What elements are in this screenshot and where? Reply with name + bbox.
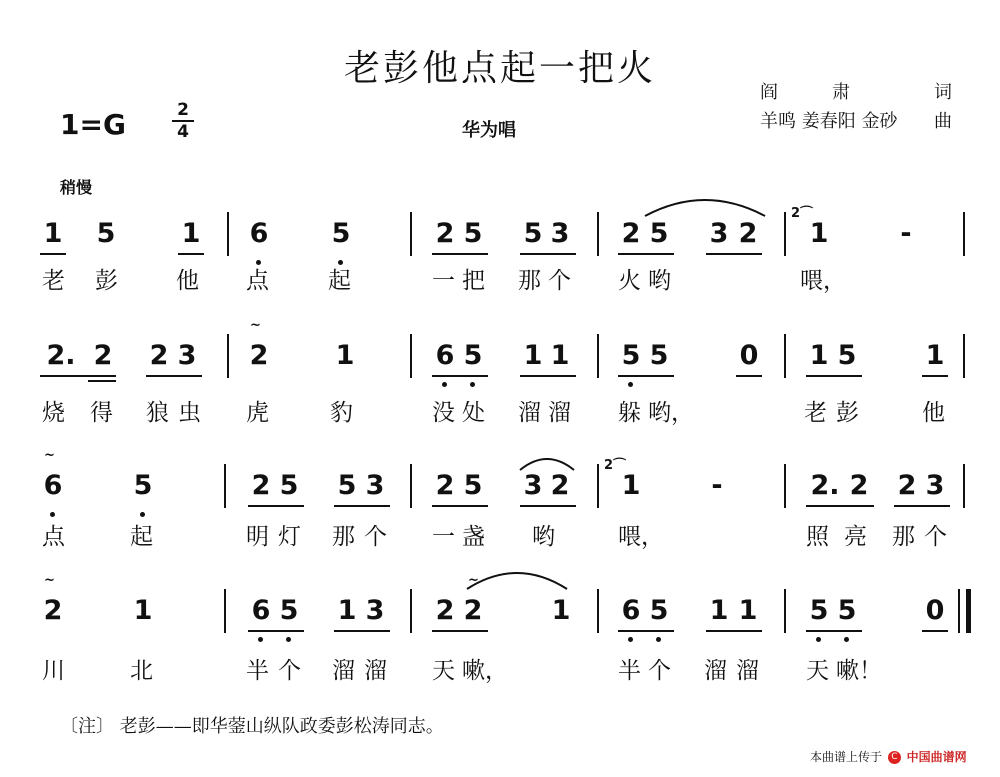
lyric: 得	[90, 400, 113, 426]
note: 2	[550, 470, 570, 501]
note: 6	[621, 595, 641, 626]
low-octave-dot	[258, 637, 263, 642]
singer-credit: 华为唱	[462, 120, 516, 141]
lyric: 一	[432, 268, 455, 294]
ornament-mark: ~	[468, 573, 479, 588]
grace-note-mark: 2⌒	[791, 206, 814, 221]
lyric: 起	[328, 268, 351, 294]
note: 3	[365, 595, 385, 626]
low-octave-dot	[470, 382, 475, 387]
barline	[597, 212, 599, 256]
note: 6	[435, 340, 455, 371]
underline	[520, 505, 576, 507]
time-signature	[172, 101, 194, 141]
underline	[146, 375, 202, 377]
note: 2	[249, 340, 269, 371]
note: 0	[739, 340, 759, 371]
low-octave-dot	[442, 382, 447, 387]
note: 3	[523, 470, 543, 501]
underline	[248, 505, 304, 507]
note: 6	[43, 470, 63, 501]
note: 2.	[46, 340, 76, 371]
time-sig-top: 2	[177, 100, 189, 120]
underline	[520, 253, 576, 255]
slur	[462, 563, 572, 593]
underline	[618, 630, 674, 632]
lyric: 北	[130, 658, 153, 684]
lyric: 彭	[95, 268, 118, 294]
lyric: 处	[462, 400, 485, 426]
lyric: 点	[246, 268, 269, 294]
underline	[922, 630, 948, 632]
note: 0	[925, 595, 945, 626]
lyric: 照	[806, 524, 829, 550]
lyric: 没	[432, 400, 455, 426]
lyric: 那	[518, 268, 541, 294]
lyric: 溜	[704, 658, 727, 684]
barline	[597, 334, 599, 378]
note: 3	[925, 470, 945, 501]
lyric: 那	[892, 524, 915, 550]
lyricist-name: 阎 肃	[760, 82, 850, 103]
score-line-1	[0, 206, 1000, 288]
lyric: 一	[432, 524, 455, 550]
underline	[334, 505, 390, 507]
underline	[706, 253, 762, 255]
composer-names: 羊鸣 姜春阳 金砂	[760, 111, 898, 132]
underline	[40, 253, 66, 255]
note: 1	[809, 340, 829, 371]
low-octave-dot	[656, 637, 661, 642]
barline	[784, 212, 786, 256]
low-octave-dot	[816, 637, 821, 642]
note: 1	[550, 340, 570, 371]
lyric: 亮	[844, 524, 867, 550]
lyric: 半	[618, 658, 641, 684]
note: 2	[463, 595, 483, 626]
underline	[40, 375, 116, 377]
time-sig-bottom: 4	[177, 122, 189, 142]
underline	[248, 630, 304, 632]
note: 1	[43, 218, 63, 249]
upload-note: 本曲谱上传于	[810, 750, 883, 764]
barline	[224, 464, 226, 508]
note: 5	[837, 340, 857, 371]
song-title: 老彭他点起一把火	[343, 48, 656, 89]
barline	[410, 212, 412, 256]
final-barline-thick	[966, 589, 971, 633]
lyric: 哟	[648, 268, 671, 294]
site-logo-icon: C	[888, 751, 901, 764]
site-name[interactable]: 中国曲谱网	[906, 750, 967, 764]
slur	[516, 452, 578, 474]
note: 3	[550, 218, 570, 249]
note: 1	[337, 595, 357, 626]
lyric: 狼	[146, 400, 169, 426]
lyric: 虫	[178, 400, 201, 426]
note: 3	[365, 470, 385, 501]
note: 5	[649, 340, 669, 371]
lyric: 天	[806, 658, 829, 684]
lyric: 溜	[332, 658, 355, 684]
low-octave-dot	[286, 637, 291, 642]
note: 2	[435, 595, 455, 626]
lyric: 个	[648, 658, 671, 684]
lyric: 那	[332, 524, 355, 550]
lyric: 躲	[618, 400, 641, 426]
key-signature: 1=G	[60, 108, 126, 141]
note: 5	[279, 595, 299, 626]
note: -	[900, 218, 912, 249]
lyric: 溜	[736, 658, 759, 684]
lyric: 嗽！	[836, 658, 882, 684]
note: 2	[897, 470, 917, 501]
note: 3	[177, 340, 197, 371]
lyric: 火	[618, 268, 641, 294]
lyric: 嗽，	[462, 658, 508, 684]
note: 2	[621, 218, 641, 249]
underline	[88, 380, 116, 382]
underline	[736, 375, 762, 377]
note: 5	[463, 340, 483, 371]
note: 1	[181, 218, 201, 249]
slur	[640, 190, 770, 220]
lyric: 溜	[364, 658, 387, 684]
lyric: 老	[42, 268, 65, 294]
note: 1	[523, 340, 543, 371]
note: 5	[133, 470, 153, 501]
lyric: 喂，	[618, 524, 664, 550]
note: 2	[435, 218, 455, 249]
ornament-mark: ~	[44, 448, 55, 463]
underline	[922, 375, 948, 377]
composer-role: 曲	[934, 111, 952, 132]
note: 5	[809, 595, 829, 626]
final-barline-thin	[958, 589, 960, 633]
lyric: 点	[42, 524, 65, 550]
barline	[410, 589, 412, 633]
note: 5	[523, 218, 543, 249]
low-octave-dot	[50, 512, 55, 517]
underline	[618, 375, 674, 377]
barline	[963, 212, 965, 256]
note: 2.	[810, 470, 840, 501]
note: 2	[738, 218, 758, 249]
note: 5	[621, 340, 641, 371]
lyric: 豹	[330, 400, 353, 426]
note: 1	[621, 470, 641, 501]
note: 1	[809, 218, 829, 249]
tempo-marking: 稍慢	[60, 178, 93, 197]
lyric: 哟，	[648, 400, 694, 426]
note: 1	[925, 340, 945, 371]
lyric: 把	[462, 268, 485, 294]
note: 5	[96, 218, 116, 249]
underline	[178, 253, 204, 255]
note: 5	[649, 218, 669, 249]
note: 2	[435, 470, 455, 501]
lyric: 他	[922, 400, 945, 426]
low-octave-dot	[140, 512, 145, 517]
lyric: 溜	[548, 400, 571, 426]
note: 1	[551, 595, 571, 626]
lyric: 老	[804, 400, 827, 426]
lyric: 烧	[42, 400, 65, 426]
underline	[432, 253, 488, 255]
barline	[227, 334, 229, 378]
footnote: 〔注〕 老彭——即华蓥山纵队政委彭松涛同志。	[60, 716, 444, 737]
note: 2	[849, 470, 869, 501]
note: 2	[251, 470, 271, 501]
underline	[432, 505, 488, 507]
barline	[784, 589, 786, 633]
lyric: 溜	[518, 400, 541, 426]
note: 6	[251, 595, 271, 626]
lyric: 盏	[462, 524, 485, 550]
note: 5	[463, 218, 483, 249]
note: 5	[337, 470, 357, 501]
lyric: 他	[176, 268, 199, 294]
low-octave-dot	[628, 637, 633, 642]
barline	[224, 589, 226, 633]
barline	[963, 334, 965, 378]
underline	[432, 375, 488, 377]
lyric: 灯	[278, 524, 301, 550]
lyric: 半	[246, 658, 269, 684]
underline	[806, 630, 862, 632]
lyric: 虎	[246, 400, 269, 426]
note: 3	[709, 218, 729, 249]
note: 5	[331, 218, 351, 249]
note: 5	[649, 595, 669, 626]
lyric: 彭	[836, 400, 859, 426]
note: 5	[279, 470, 299, 501]
underline	[520, 375, 576, 377]
underline	[618, 253, 674, 255]
underline	[706, 630, 762, 632]
ornament-mark: ~	[44, 573, 55, 588]
lyric: 明	[246, 524, 269, 550]
underline	[432, 630, 488, 632]
ornament-mark: ~	[250, 318, 261, 333]
barline	[227, 212, 229, 256]
barline	[597, 464, 599, 508]
underline	[334, 630, 390, 632]
low-octave-dot	[628, 382, 633, 387]
lyric: 喂，	[800, 268, 846, 294]
barline	[410, 464, 412, 508]
lyric: 起	[130, 524, 153, 550]
note: 1	[709, 595, 729, 626]
note: 6	[249, 218, 269, 249]
grace-note-mark: 2⌒	[604, 458, 627, 473]
underline	[894, 505, 950, 507]
note: 1	[335, 340, 355, 371]
lyric: 个	[924, 524, 947, 550]
lyric: 个	[364, 524, 387, 550]
site-watermark[interactable]	[810, 748, 967, 765]
lyric: 个	[278, 658, 301, 684]
note: -	[711, 470, 723, 501]
lyric: 哟	[532, 524, 555, 550]
underline	[806, 375, 862, 377]
note: 1	[133, 595, 153, 626]
note: 2	[93, 340, 113, 371]
barline	[784, 464, 786, 508]
note: 1	[738, 595, 758, 626]
note: 5	[463, 470, 483, 501]
lyric: 天	[432, 658, 455, 684]
note: 2	[149, 340, 169, 371]
lyric: 个	[548, 268, 571, 294]
lyricist-role: 词	[934, 82, 952, 103]
note: 2	[43, 595, 63, 626]
lyric: 川	[42, 658, 65, 684]
underline	[806, 505, 874, 507]
barline	[597, 589, 599, 633]
note: 5	[837, 595, 857, 626]
barline	[410, 334, 412, 378]
barline	[963, 464, 965, 508]
barline	[784, 334, 786, 378]
low-octave-dot	[844, 637, 849, 642]
